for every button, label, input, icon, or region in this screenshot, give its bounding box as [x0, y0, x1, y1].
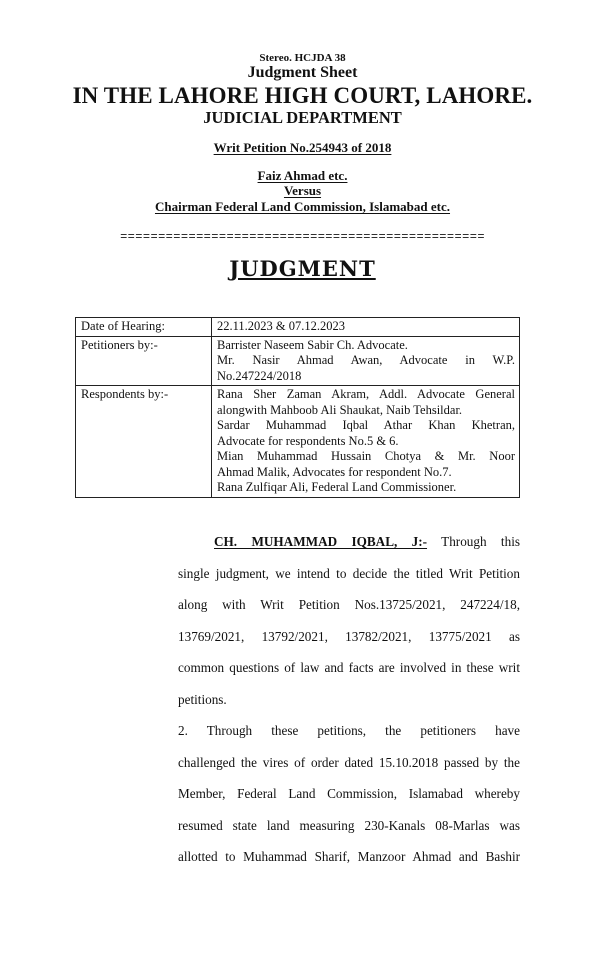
respondents-line: Advocate for respondents No.5 & 6. [217, 433, 399, 448]
table-row [76, 336, 520, 386]
petitioners-value [212, 336, 520, 386]
respondents-value [212, 386, 520, 498]
table-row [76, 318, 520, 337]
respondents-line: Rana Sher Zaman Akram, Addl. Advocate General [217, 387, 515, 401]
respondent-party [0, 199, 605, 214]
paragraph-line: common questions of law and facts are involved in these writ [178, 660, 520, 675]
paragraph-line: 2. Through these petitions, the petitioners have [178, 723, 520, 738]
paragraph-line: resumed state land measuring 230-Kanals 08-Marlas was [178, 817, 520, 833]
versus-label [0, 183, 605, 198]
court-name: IN THE LAHORE HIGH COURT, LAHORE. [72, 83, 533, 108]
respondents-line: Rana Zulfiqar Ali, Federal Land Commissioner. [217, 480, 457, 494]
hearing-info-table [75, 317, 520, 498]
judgment-title-text: JUDGMENT [229, 256, 376, 281]
petitioner-text: Faiz Ahmad etc. [257, 168, 348, 183]
paragraph-line: allotted to Muhammad Sharif, Manzoor Ahmad and Bashir [178, 849, 520, 864]
petitioners-label: Petitioners by:- [76, 336, 212, 386]
respondents-label: Respondents by:- [76, 386, 212, 498]
respondents-line: alongwith Mahboob Ali Shaukat, Naib Tehsildar. [217, 402, 463, 417]
petitioner-party [0, 168, 605, 183]
department-name: JUDICIAL DEPARTMENT [203, 108, 402, 127]
judgment-title [0, 256, 605, 281]
paragraph-line: petitions. [178, 691, 227, 707]
paragraph-line: Member, Federal Land Commission, Islamabad whereby [178, 786, 520, 801]
petitioners-line: Mr. Nasir Ahmad Awan, Advocate in W.P. [217, 353, 515, 367]
table-row [76, 386, 520, 498]
petitioners-line: Barrister Naseem Sabir Ch. Advocate. [217, 337, 408, 352]
versus-text: Versus [283, 183, 322, 198]
separator-line: ================================================ [120, 230, 485, 244]
paragraph-line: challenged the vires of order dated 15.10.2018 passed by the [178, 754, 520, 770]
case-number [0, 140, 605, 156]
stereo-code: Stereo. HCJDA 38 [259, 52, 346, 64]
hearing-label: Date of Hearing: [76, 318, 212, 337]
paragraph-line: 13769/2021, 13792/2021, 13782/2021, 13775/2021 as [178, 628, 520, 644]
sheet-title: Judgment Sheet [247, 64, 358, 81]
respondents-line: Ahmad Malik, Advocates for respondent No.7. [217, 464, 452, 479]
paragraph-1-opening: Through this [441, 534, 520, 549]
hearing-value: 22.11.2023 & 07.12.2023 [212, 318, 520, 337]
respondent-text: Chairman Federal Land Commission, Islamabad etc. [154, 199, 451, 214]
paragraph-line [214, 526, 520, 558]
judge-name: CH. MUHAMMAD IQBAL, J:- [214, 534, 428, 549]
respondents-line: Mian Muhammad Hussain Chotya & Mr. Noor [217, 449, 515, 463]
petitioners-line: No.247224/2018 [217, 368, 302, 383]
paragraph-1 [178, 526, 520, 715]
paragraph-line: single judgment, we intend to decide the titled Writ Petition [178, 565, 520, 581]
case-number-text: Writ Petition No.254943 of 2018 [213, 140, 392, 155]
respondents-line: Sardar Muhammad Iqbal Athar Khan Khetran, [217, 418, 515, 432]
paragraph-line: along with Writ Petition Nos.13725/2021, 247224/18, [178, 597, 520, 612]
paragraph-2 [178, 715, 520, 873]
